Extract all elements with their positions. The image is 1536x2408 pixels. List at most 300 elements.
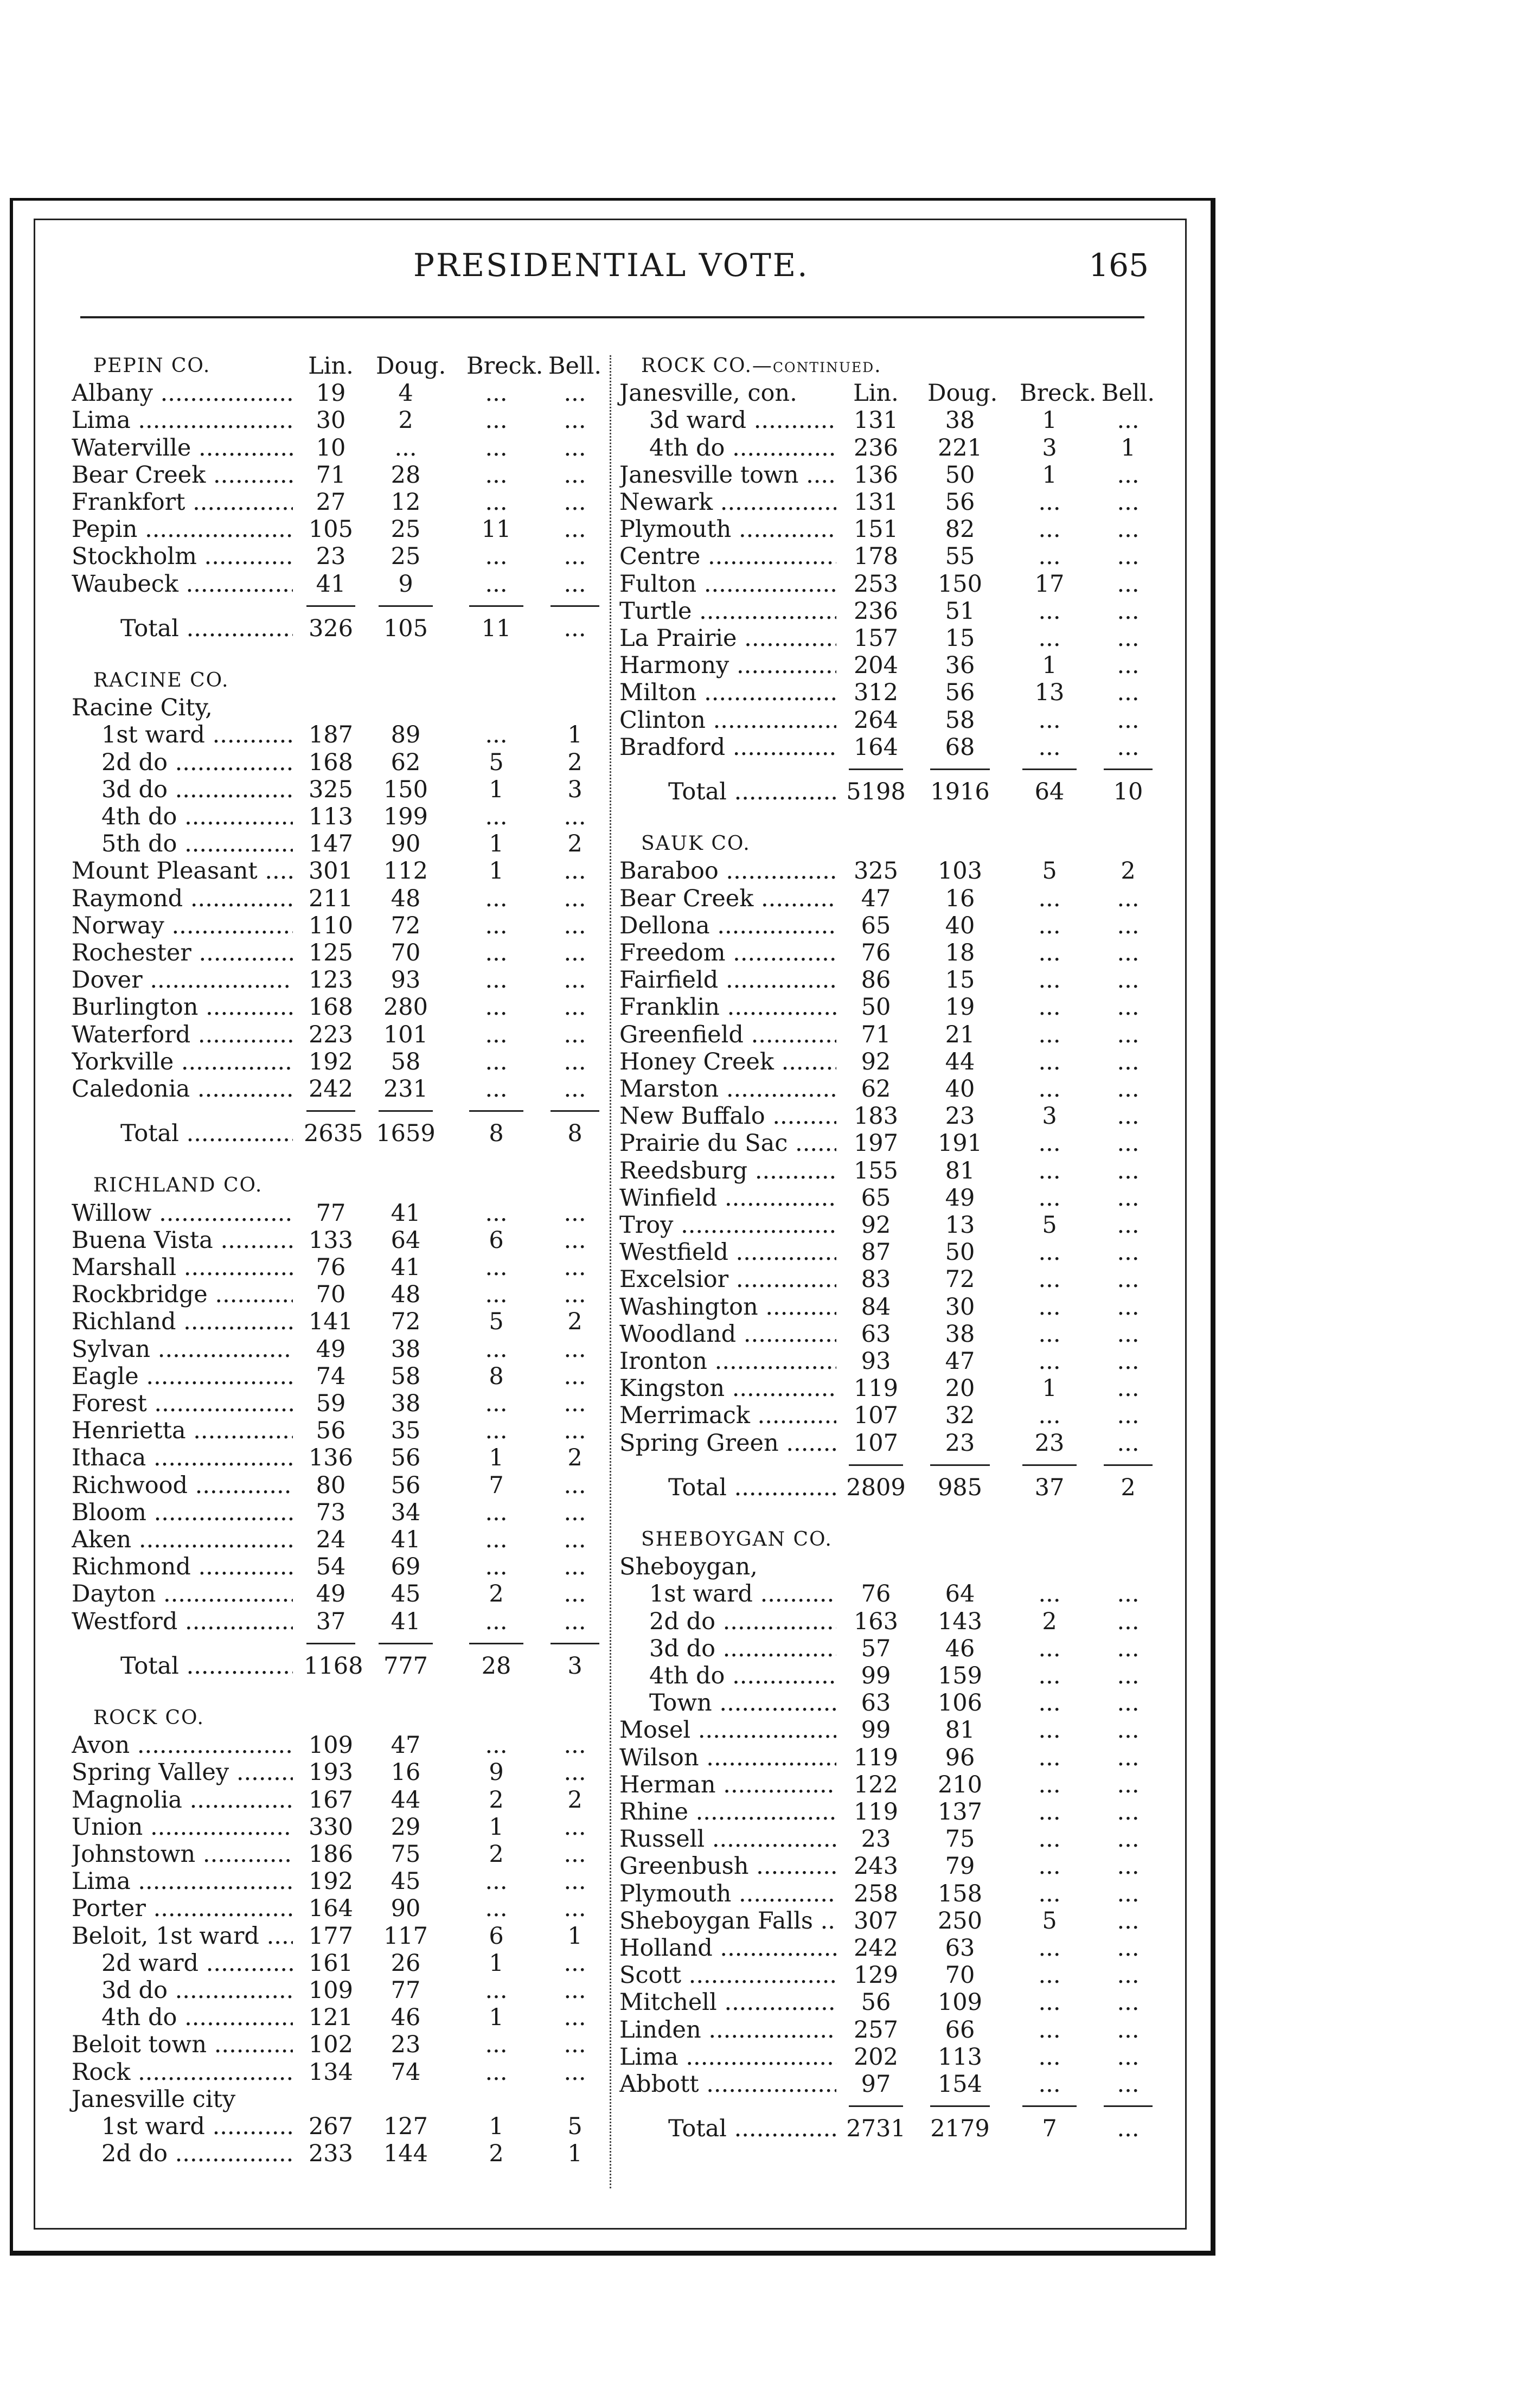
vote-lin: 307 bbox=[853, 1907, 899, 1935]
vote-lin: 168 bbox=[308, 749, 354, 776]
vote-bell: ... bbox=[564, 462, 586, 489]
vote-breck: ... bbox=[1038, 1962, 1061, 1989]
vote-lin: 236 bbox=[853, 434, 899, 462]
vote-lin: 119 bbox=[853, 1744, 899, 1771]
vote-lin: 131 bbox=[853, 407, 899, 434]
vote-doug: 18 bbox=[945, 939, 975, 966]
left-row-row bbox=[72, 407, 602, 434]
vote-lin: 107 bbox=[853, 1402, 899, 1429]
vote-doug: 44 bbox=[945, 1048, 975, 1075]
right-row-row bbox=[619, 1103, 1155, 1130]
vote-breck: ... bbox=[485, 1868, 508, 1895]
vote-doug: 159 bbox=[937, 1662, 983, 1689]
right-row-row bbox=[619, 707, 1155, 734]
vote-lin: 49 bbox=[316, 1580, 346, 1608]
vote-bell: ... bbox=[564, 2059, 586, 2086]
vote-lin: 204 bbox=[853, 652, 899, 679]
row-label: Marston ..... bbox=[619, 1075, 836, 1103]
vote-bell: ... bbox=[1117, 939, 1140, 966]
row-label: Lima ..... bbox=[72, 1868, 293, 1895]
row-label: Waubeck ..... bbox=[72, 571, 293, 598]
vote-bell: ... bbox=[564, 1021, 586, 1048]
vote-bell: 5 bbox=[567, 2113, 583, 2140]
right-row-row bbox=[619, 1580, 1155, 1608]
row-label: 4th do ..... bbox=[649, 1662, 836, 1689]
vote-breck: ... bbox=[485, 1417, 508, 1444]
left-row-row bbox=[72, 1759, 602, 1786]
right-colhead-row bbox=[619, 380, 1155, 407]
vote-bell: ... bbox=[1117, 625, 1140, 652]
vote-lin: 233 bbox=[308, 2140, 354, 2167]
vote-lin: 2635 bbox=[304, 1120, 363, 1147]
vote-lin: 119 bbox=[853, 1798, 899, 1826]
total-rule bbox=[849, 768, 903, 770]
left-row-row bbox=[72, 1950, 602, 1977]
vote-lin: 56 bbox=[861, 1989, 891, 2016]
row-label: Fairfield ..... bbox=[619, 966, 836, 994]
right-row-row bbox=[619, 1635, 1155, 1662]
vote-lin: 177 bbox=[308, 1923, 354, 1950]
total-rule bbox=[379, 1643, 433, 1644]
vote-breck: 1 bbox=[1042, 462, 1057, 489]
vote-breck: 11 bbox=[481, 615, 511, 642]
row-label: Caledonia ..... bbox=[72, 1075, 293, 1103]
vote-breck: 3 bbox=[1042, 434, 1057, 462]
left-row-row bbox=[72, 2004, 602, 2031]
vote-breck: ... bbox=[1038, 1321, 1061, 1348]
vote-bell: ... bbox=[564, 803, 586, 830]
vote-breck: 1 bbox=[489, 857, 504, 885]
vote-breck: 3 bbox=[1042, 1103, 1057, 1130]
vote-doug: 56 bbox=[945, 489, 975, 516]
vote-bell: ... bbox=[564, 1075, 586, 1103]
vote-lin: 125 bbox=[308, 939, 354, 966]
total-rule bbox=[469, 605, 523, 607]
vote-doug: 109 bbox=[937, 1989, 983, 2016]
vote-bell: 1 bbox=[567, 2140, 583, 2167]
vote-bell: ... bbox=[1117, 1962, 1140, 1989]
vote-lin: 92 bbox=[861, 1212, 891, 1239]
left-row-row bbox=[72, 885, 602, 912]
vote-breck: 28 bbox=[481, 1653, 511, 1680]
vote-bell: ... bbox=[564, 1580, 586, 1608]
row-label: Kingston ..... bbox=[619, 1375, 836, 1402]
vote-bell: ... bbox=[564, 1281, 586, 1308]
vote-bell: ... bbox=[1117, 407, 1140, 434]
row-label: La Prairie ..... bbox=[619, 625, 836, 652]
vote-bell: ... bbox=[564, 1254, 586, 1281]
left-row-row bbox=[72, 489, 602, 516]
vote-breck: ... bbox=[485, 1390, 508, 1417]
vote-lin: 37 bbox=[316, 1608, 346, 1635]
vote-doug: 25 bbox=[391, 516, 421, 543]
row-label: Rochester ..... bbox=[72, 939, 293, 966]
vote-doug: 23 bbox=[945, 1103, 975, 1130]
row-label: Ironton ..... bbox=[619, 1348, 836, 1375]
vote-bell: ... bbox=[1117, 1239, 1140, 1266]
vote-lin: 157 bbox=[853, 625, 899, 652]
vote-bell: ... bbox=[564, 1868, 586, 1895]
row-label: PEPIN CO. bbox=[93, 355, 211, 377]
row-label: Newark ..... bbox=[619, 489, 836, 516]
vote-doug: 985 bbox=[937, 1474, 983, 1501]
vote-lin: 110 bbox=[308, 912, 354, 939]
vote-bell: ... bbox=[564, 1200, 586, 1227]
left-row-row bbox=[72, 571, 602, 598]
left-row-row bbox=[72, 1977, 602, 2004]
right-row-row bbox=[619, 885, 1155, 912]
row-label: Westford ..... bbox=[72, 1608, 293, 1635]
column-header-lin: Lin. bbox=[853, 380, 899, 407]
left-row-row bbox=[72, 380, 602, 407]
vote-breck: 1 bbox=[489, 2004, 504, 2031]
left-row-row bbox=[72, 1363, 602, 1390]
vote-doug: 1916 bbox=[930, 778, 990, 805]
vote-lin: 70 bbox=[316, 1281, 346, 1308]
row-label: Buena Vista ..... bbox=[72, 1227, 293, 1254]
row-label: RACINE CO. bbox=[93, 669, 229, 691]
row-label: Yorkville ..... bbox=[72, 1048, 293, 1075]
right-row-row bbox=[619, 912, 1155, 939]
row-label: Sylvan ..... bbox=[72, 1336, 293, 1363]
vote-doug: 777 bbox=[383, 1653, 428, 1680]
vote-doug: 49 bbox=[945, 1184, 975, 1212]
row-label: Willow ..... bbox=[72, 1200, 293, 1227]
row-label: 2d do ..... bbox=[101, 749, 293, 776]
row-label: Sheboygan Falls ..... bbox=[619, 1907, 836, 1935]
row-label: Magnolia ..... bbox=[72, 1786, 293, 1814]
row-label: 1st ward ..... bbox=[101, 2113, 293, 2140]
vote-bell: ... bbox=[1117, 885, 1140, 912]
vote-bell: ... bbox=[564, 434, 586, 462]
vote-breck: 2 bbox=[489, 1841, 504, 1868]
total-rule bbox=[849, 2105, 903, 2107]
vote-breck: 17 bbox=[1034, 571, 1065, 598]
row-label: 4th do ..... bbox=[101, 803, 293, 830]
vote-lin: 41 bbox=[316, 571, 346, 598]
vote-doug: 103 bbox=[937, 857, 983, 885]
right-row-row bbox=[619, 1744, 1155, 1771]
vote-breck: 5 bbox=[1042, 857, 1057, 885]
right-row-row bbox=[619, 1321, 1155, 1348]
left-row-row bbox=[72, 1021, 602, 1048]
vote-breck: 1 bbox=[489, 1950, 504, 1977]
vote-bell: ... bbox=[564, 516, 586, 543]
page-header bbox=[34, 247, 1149, 285]
vote-bell: ... bbox=[564, 1950, 586, 1977]
vote-lin: 161 bbox=[308, 1950, 354, 1977]
vote-breck: ... bbox=[1038, 1075, 1061, 1103]
right-row-row bbox=[619, 2071, 1155, 2098]
row-label: Clinton ..... bbox=[619, 707, 836, 734]
vote-doug: 20 bbox=[945, 1375, 975, 1402]
vote-lin: 30 bbox=[316, 407, 346, 434]
vote-bell: ... bbox=[1117, 966, 1140, 994]
vote-doug: 9 bbox=[398, 571, 413, 598]
row-label: Beloit, 1st ward ..... bbox=[72, 1923, 293, 1950]
left-row-row bbox=[72, 1227, 602, 1254]
total-rule bbox=[1104, 1464, 1153, 1466]
vote-bell: ... bbox=[1117, 1771, 1140, 1798]
vote-lin: 131 bbox=[853, 489, 899, 516]
vote-lin: 243 bbox=[853, 1853, 899, 1880]
total-rule bbox=[849, 1464, 903, 1466]
vote-breck: ... bbox=[485, 380, 508, 407]
left-row-row bbox=[72, 1048, 602, 1075]
row-label: Town ..... bbox=[649, 1689, 836, 1717]
vote-breck: 23 bbox=[1034, 1430, 1065, 1457]
vote-lin: 63 bbox=[861, 1689, 891, 1717]
vote-lin: 155 bbox=[853, 1157, 899, 1184]
row-label: Janesville, con. bbox=[619, 380, 797, 407]
vote-doug: 23 bbox=[945, 1430, 975, 1457]
left-row-row bbox=[72, 994, 602, 1021]
vote-lin: 197 bbox=[853, 1130, 899, 1157]
vote-doug: 72 bbox=[391, 912, 421, 939]
vote-lin: 122 bbox=[853, 1771, 899, 1798]
vote-bell: ... bbox=[1117, 1130, 1140, 1157]
left-row-row bbox=[72, 1254, 602, 1281]
vote-lin: 141 bbox=[308, 1308, 354, 1335]
vote-lin: 113 bbox=[308, 803, 354, 830]
vote-breck: 1 bbox=[1042, 407, 1057, 434]
right-row-row bbox=[619, 1826, 1155, 1853]
row-label: Wilson ..... bbox=[619, 1744, 836, 1771]
vote-breck: ... bbox=[485, 2031, 508, 2058]
vote-breck: ... bbox=[485, 1499, 508, 1526]
vote-bell: ... bbox=[1117, 2115, 1140, 2142]
right-head-row bbox=[619, 1526, 1155, 1553]
left-row-row bbox=[72, 721, 602, 748]
vote-lin: 312 bbox=[853, 679, 899, 706]
row-label: Russell ..... bbox=[619, 1826, 836, 1853]
vote-doug: 1659 bbox=[376, 1120, 436, 1147]
vote-lin: 253 bbox=[853, 571, 899, 598]
vote-doug: 58 bbox=[391, 1048, 421, 1075]
vote-bell: 2 bbox=[1121, 1474, 1136, 1501]
vote-breck: ... bbox=[1038, 1635, 1061, 1662]
row-label: 4th do ..... bbox=[101, 2004, 293, 2031]
vote-bell: 10 bbox=[1113, 778, 1143, 805]
column-header-bell: Bell. bbox=[1101, 380, 1155, 407]
left-row-row bbox=[72, 1786, 602, 1814]
left-row-row bbox=[72, 1580, 602, 1608]
vote-breck: ... bbox=[1038, 2016, 1061, 2044]
row-label: Total ..... bbox=[668, 1474, 836, 1501]
right-head-row bbox=[619, 353, 1155, 380]
vote-lin: 84 bbox=[861, 1293, 891, 1321]
vote-doug: 150 bbox=[937, 571, 983, 598]
vote-lin: 164 bbox=[308, 1895, 354, 1922]
vote-bell: ... bbox=[1117, 2044, 1140, 2071]
total-rule bbox=[930, 768, 990, 770]
row-label: Total ..... bbox=[120, 1120, 293, 1147]
left-row-row bbox=[72, 1814, 602, 1841]
vote-bell: ... bbox=[564, 1553, 586, 1580]
right-row-row bbox=[619, 1798, 1155, 1826]
right-row-row bbox=[619, 1880, 1155, 1907]
vote-lin: 54 bbox=[316, 1553, 346, 1580]
vote-breck: ... bbox=[1038, 1293, 1061, 1321]
vote-doug: 21 bbox=[945, 1021, 975, 1048]
vote-bell: ... bbox=[1117, 707, 1140, 734]
vote-doug: 199 bbox=[383, 803, 428, 830]
row-label: Total ..... bbox=[668, 778, 836, 805]
vote-breck: ... bbox=[485, 571, 508, 598]
vote-breck: ... bbox=[485, 994, 508, 1021]
vote-bell: 8 bbox=[567, 1120, 583, 1147]
row-label: Waterford ..... bbox=[72, 1021, 293, 1048]
vote-breck: 5 bbox=[489, 749, 504, 776]
left-head-row bbox=[72, 667, 602, 694]
vote-lin: 325 bbox=[853, 857, 899, 885]
row-label: Aken ..... bbox=[72, 1526, 293, 1553]
right-total-row bbox=[619, 2115, 1155, 2142]
vote-breck: 7 bbox=[1042, 2115, 1057, 2142]
vote-bell: 2 bbox=[567, 830, 583, 857]
row-label: 1st ward ..... bbox=[101, 721, 293, 748]
row-label: Bradford ..... bbox=[619, 734, 836, 761]
vote-breck: ... bbox=[485, 1200, 508, 1227]
left-row-row bbox=[72, 1200, 602, 1227]
vote-bell: ... bbox=[564, 994, 586, 1021]
vote-bell: ... bbox=[1117, 1103, 1140, 1130]
vote-bell: ... bbox=[1117, 1608, 1140, 1635]
right-row-row bbox=[619, 1348, 1155, 1375]
row-label: RICHLAND CO. bbox=[93, 1174, 263, 1196]
left-row-row bbox=[72, 1841, 602, 1868]
vote-lin: 258 bbox=[853, 1880, 899, 1907]
vote-breck: ... bbox=[485, 803, 508, 830]
vote-breck: ... bbox=[1038, 912, 1061, 939]
vote-bell: ... bbox=[1117, 1662, 1140, 1689]
row-label: Troy ..... bbox=[619, 1212, 836, 1239]
vote-lin: 74 bbox=[316, 1363, 346, 1390]
left-row-row bbox=[72, 1390, 602, 1417]
vote-lin: 65 bbox=[861, 912, 891, 939]
left-row-row bbox=[72, 1923, 602, 1950]
vote-bell: ... bbox=[1117, 1798, 1140, 1826]
vote-doug: 144 bbox=[383, 2140, 428, 2167]
vote-lin: 133 bbox=[308, 1227, 354, 1254]
vote-breck: ... bbox=[1038, 598, 1061, 625]
page-title: PRESIDENTIAL VOTE. bbox=[413, 247, 809, 284]
column-header-doug: Doug. bbox=[927, 380, 998, 407]
vote-doug: 96 bbox=[945, 1744, 975, 1771]
column-header-breck: Breck. bbox=[1020, 380, 1097, 407]
left-row-row bbox=[72, 1472, 602, 1499]
vote-doug: 68 bbox=[945, 734, 975, 761]
right-row-row bbox=[619, 2016, 1155, 2044]
vote-bell: ... bbox=[1117, 1989, 1140, 2016]
vote-doug: 12 bbox=[391, 489, 421, 516]
vote-bell: 2 bbox=[567, 749, 583, 776]
right-row-row bbox=[619, 1935, 1155, 1962]
vote-breck: 5 bbox=[1042, 1212, 1057, 1239]
vote-lin: 264 bbox=[853, 707, 899, 734]
vote-breck: ... bbox=[485, 885, 508, 912]
vote-doug: 280 bbox=[383, 994, 428, 1021]
row-label: Porter ..... bbox=[72, 1895, 293, 1922]
row-label: Forest ..... bbox=[72, 1390, 293, 1417]
row-label: Linden ..... bbox=[619, 2016, 836, 2044]
vote-bell: 3 bbox=[567, 776, 583, 803]
vote-doug: 81 bbox=[945, 1157, 975, 1184]
vote-lin: 50 bbox=[861, 994, 891, 1021]
row-label: Plymouth ..... bbox=[619, 516, 836, 543]
vote-doug: 47 bbox=[945, 1348, 975, 1375]
right-row-row bbox=[619, 1157, 1155, 1184]
vote-breck: ... bbox=[1038, 994, 1061, 1021]
vote-lin: 301 bbox=[308, 857, 354, 885]
vote-lin: 23 bbox=[316, 543, 346, 570]
row-label: Winfield ..... bbox=[619, 1184, 836, 1212]
vote-breck: ... bbox=[485, 462, 508, 489]
vote-doug: 56 bbox=[391, 1444, 421, 1471]
vote-breck: 1 bbox=[489, 830, 504, 857]
right-row-row bbox=[619, 1075, 1155, 1103]
vote-breck: ... bbox=[1038, 1744, 1061, 1771]
vote-doug: 70 bbox=[391, 939, 421, 966]
vote-doug: 64 bbox=[391, 1227, 421, 1254]
vote-breck: 2 bbox=[1042, 1608, 1057, 1635]
left-row-row bbox=[72, 1732, 602, 1759]
vote-lin: 136 bbox=[853, 462, 899, 489]
vote-breck: 11 bbox=[481, 516, 511, 543]
vote-bell: ... bbox=[1117, 1212, 1140, 1239]
vote-doug: 44 bbox=[391, 1786, 421, 1814]
total-rule bbox=[1022, 2105, 1077, 2107]
vote-doug: 46 bbox=[945, 1635, 975, 1662]
vote-lin: 107 bbox=[853, 1430, 899, 1457]
row-label: Eagle ..... bbox=[72, 1363, 293, 1390]
vote-lin: 47 bbox=[861, 885, 891, 912]
row-label: Sheboygan, bbox=[619, 1553, 758, 1580]
row-label: Rhine ..... bbox=[619, 1798, 836, 1826]
left-row-row bbox=[72, 966, 602, 994]
row-label: Bear Creek ..... bbox=[619, 885, 836, 912]
vote-breck: 1 bbox=[1042, 1375, 1057, 1402]
vote-breck: 5 bbox=[1042, 1907, 1057, 1935]
vote-lin: 121 bbox=[308, 2004, 354, 2031]
vote-bell: ... bbox=[1117, 571, 1140, 598]
vote-doug: 2179 bbox=[930, 2115, 990, 2142]
vote-breck: ... bbox=[1038, 966, 1061, 994]
vote-breck: ... bbox=[1038, 543, 1061, 570]
vote-breck: ... bbox=[485, 1048, 508, 1075]
right-row-row bbox=[619, 598, 1155, 625]
vote-bell: ... bbox=[564, 1227, 586, 1254]
vote-lin: 325 bbox=[308, 776, 354, 803]
vote-lin: 83 bbox=[861, 1266, 891, 1293]
vote-doug: 46 bbox=[391, 2004, 421, 2031]
vote-bell: ... bbox=[1117, 1744, 1140, 1771]
vote-lin: 97 bbox=[861, 2071, 891, 2098]
vote-doug: 90 bbox=[391, 1895, 421, 1922]
right-row-row bbox=[619, 571, 1155, 598]
vote-breck: ... bbox=[1038, 1689, 1061, 1717]
vote-doug: 56 bbox=[391, 1472, 421, 1499]
row-label: Reedsburg ..... bbox=[619, 1157, 836, 1184]
vote-doug: 41 bbox=[391, 1526, 421, 1553]
total-rule bbox=[1022, 768, 1077, 770]
total-rule bbox=[306, 605, 355, 607]
row-label: 3d do ..... bbox=[649, 1635, 836, 1662]
vote-doug: 106 bbox=[937, 1689, 983, 1717]
vote-breck: ... bbox=[1038, 1826, 1061, 1853]
vote-doug: 16 bbox=[391, 1759, 421, 1786]
left-row-row bbox=[72, 1444, 602, 1471]
